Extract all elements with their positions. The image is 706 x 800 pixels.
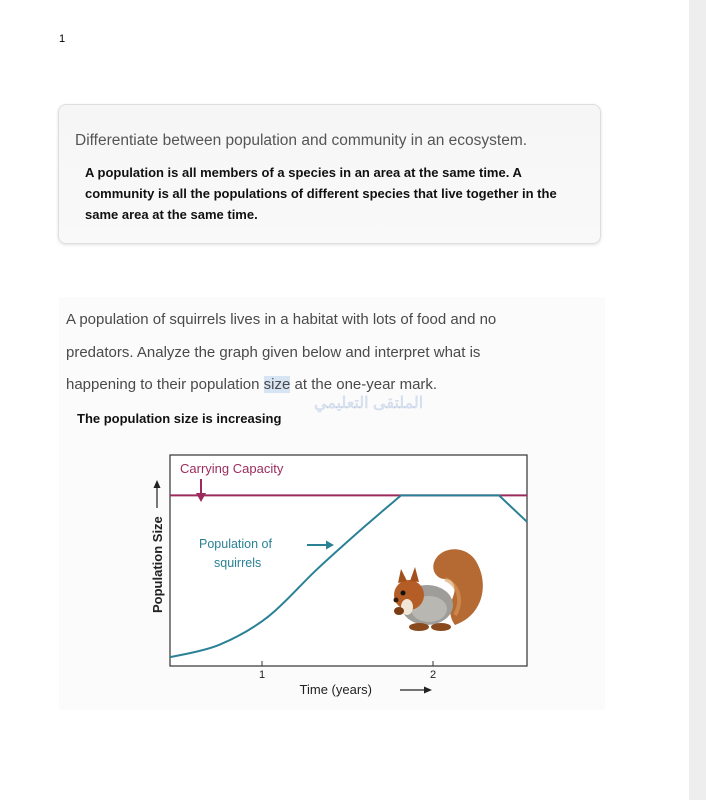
question-2-line-3-start: happening to their population: [66, 376, 264, 393]
x-tick-label-1: 1: [258, 669, 266, 681]
question-2-line-3-end: at the one-year mark.: [290, 376, 438, 393]
window-scroll-gutter: [689, 0, 706, 800]
question-text: Differentiate between population and community in an ecosystem.: [75, 132, 528, 149]
population-label-line-1: Population of: [199, 537, 272, 551]
x-axis-arrow-icon: [424, 687, 432, 694]
question-card: [58, 104, 601, 244]
population-label-line-2: squirrels: [214, 556, 262, 570]
y-axis-arrow-icon: [154, 480, 161, 488]
question-2-line-1: A population of squirrels lives in a habitat with lots of food and no: [66, 311, 497, 328]
x-axis-label: Time (years): [299, 682, 372, 697]
page-number: 1: [59, 33, 66, 45]
answer-text: A population is all members of a species in an area at the same time. A community is all the populations of different species that live together in the same area at the same time.: [85, 165, 557, 222]
question-2-line-3: [66, 376, 437, 393]
population-graph: [140, 450, 540, 710]
carrying-capacity-label: Carrying Capacity: [180, 461, 284, 476]
x-tick-label-2: 2: [429, 669, 437, 681]
question-2-line-2: predators. Analyze the graph given below and interpret what is: [66, 344, 481, 361]
text-selection-highlight: size: [263, 376, 291, 393]
answer-2-text: The population size is increasing: [77, 411, 282, 426]
watermark-logo: الملتقى التعليمي: [314, 395, 424, 412]
y-axis-label: Population Size: [150, 516, 165, 613]
